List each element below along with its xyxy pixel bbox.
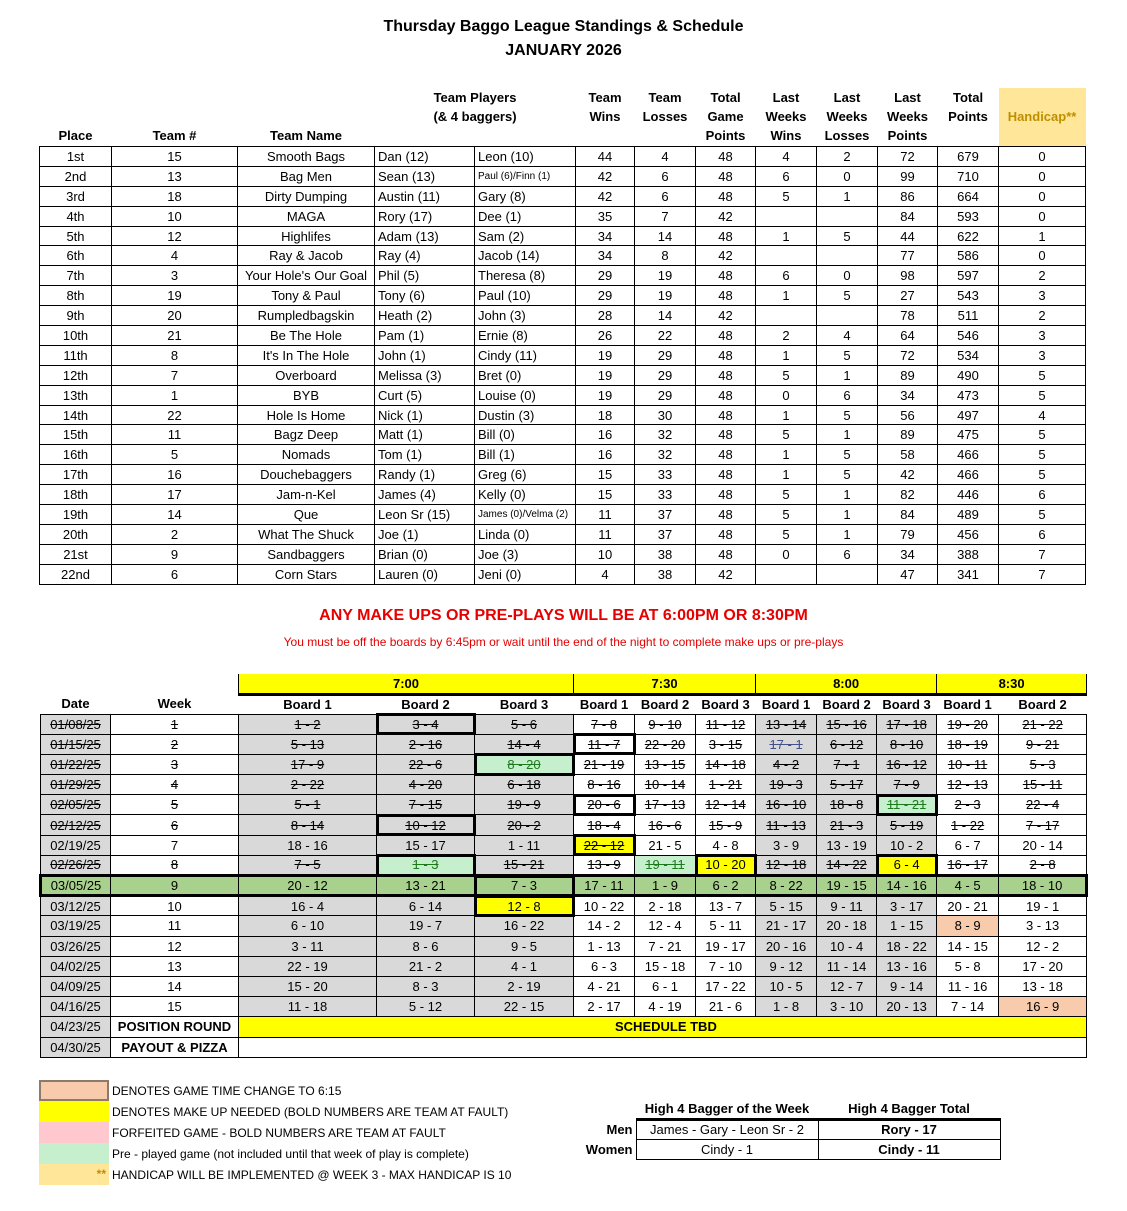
game-cell: 20 - 18 xyxy=(817,916,877,936)
game-cell: 22 - 4 xyxy=(999,795,1087,815)
standings-row: 1st 15 Smooth Bags Dan (12) Leon (10) 44 4 48 4 2 72 679 0 xyxy=(40,147,1086,167)
standings-row: 10th 21 Be The Hole Pam (1) Ernie (8) 26 22 48 2 4 64 546 3 xyxy=(40,326,1086,346)
col-board: Board 1 xyxy=(943,697,992,712)
schedule-tbd: SCHEDULE TBD xyxy=(239,1017,1087,1037)
week-cell: 8 xyxy=(111,855,239,875)
date-cell: 04/02/25 xyxy=(41,956,111,976)
date-cell: 02/19/25 xyxy=(41,835,111,855)
col-last-weeks-losses: Last Weeks Losses xyxy=(824,90,870,143)
standings-body xyxy=(40,147,1086,585)
game-cell: 14 - 18 xyxy=(696,754,756,774)
standings-row: 6th 4 Ray & Jacob Ray (4) Jacob (14) 34 8 42 77 586 0 xyxy=(40,246,1086,266)
standings-row: 11th 8 It's In The Hole John (1) Cindy (11) 19 29 48 1 5 72 534 3 xyxy=(40,345,1086,365)
standings-row: 4th 10 MAGA Rory (17) Dee (1) 35 7 42 84 593 0 xyxy=(40,206,1086,226)
game-cell: 12 - 7 xyxy=(817,976,877,996)
game-cell: 4 - 1 xyxy=(475,956,574,976)
week-cell: 1 xyxy=(111,714,239,734)
game-cell: 16 - 4 xyxy=(239,896,377,916)
game-cell: 1 - 9 xyxy=(635,876,696,896)
game-cell: 7 - 8 xyxy=(574,714,635,734)
game-cell: 18 - 8 xyxy=(817,795,877,815)
game-cell: 19 - 15 xyxy=(817,876,877,896)
game-cell: 17 - 13 xyxy=(635,795,696,815)
game-cell: 8 - 22 xyxy=(756,876,817,896)
legend-item-preplay: Pre - played game (not included until that week of play is complete) xyxy=(39,1143,511,1164)
game-cell: 13 - 18 xyxy=(999,976,1087,996)
week-cell: 15 xyxy=(111,997,239,1017)
col-week: Week xyxy=(157,696,192,712)
game-cell: 3 - 10 xyxy=(817,997,877,1017)
game-cell: 8 - 20 xyxy=(475,754,574,774)
game-cell: 19 - 9 xyxy=(475,795,574,815)
game-cell: 21 - 3 xyxy=(817,815,877,835)
game-cell: 8 - 9 xyxy=(937,916,999,936)
game-cell: 21 - 2 xyxy=(377,956,475,976)
col-board: Board 3 xyxy=(701,697,750,712)
standings-row: 8th 19 Tony & Paul Tony (6) Paul (10) 29 19 48 1 5 27 543 3 xyxy=(40,286,1086,306)
game-cell: 11 - 21 xyxy=(877,795,937,815)
game-cell: 1 - 15 xyxy=(877,916,937,936)
week-cell: 3 xyxy=(111,754,239,774)
col-high-bagger-week: High 4 Bagger of the Week xyxy=(644,1101,810,1117)
game-cell: 3 - 11 xyxy=(239,936,377,956)
swatch-peach xyxy=(39,1080,109,1101)
schedule-row xyxy=(41,734,1087,754)
standings-row: 12th 7 Overboard Melissa (3) Bret (0) 19 29 48 5 1 89 490 5 xyxy=(40,365,1086,385)
week-cell: 14 xyxy=(111,976,239,996)
game-cell: 10 - 4 xyxy=(817,936,877,956)
standings-row: 16th 5 Nomads Tom (1) Bill (1) 16 32 48 1 5 58 466 5 xyxy=(40,445,1086,465)
col-team-name: Team Name xyxy=(269,128,342,143)
game-cell: 14 - 16 xyxy=(877,876,937,896)
game-cell: 11 - 7 xyxy=(574,734,635,754)
game-cell: 5 - 8 xyxy=(937,956,999,976)
date-cell: 01/29/25 xyxy=(41,775,111,795)
game-cell: 20 - 12 xyxy=(239,876,377,896)
current-week-row xyxy=(41,876,1087,896)
week-cell: 2 xyxy=(111,734,239,754)
date-cell: 01/08/25 xyxy=(41,714,111,734)
game-cell: 15 - 16 xyxy=(817,714,877,734)
time-slot-row xyxy=(41,674,1087,694)
game-cell: 10 - 20 xyxy=(696,855,756,875)
date-cell: 03/26/25 xyxy=(41,936,111,956)
game-cell: 17 - 11 xyxy=(574,876,635,896)
col-place: Place xyxy=(58,128,93,143)
game-cell: 21 - 5 xyxy=(635,835,696,855)
game-cell: 21 - 22 xyxy=(999,714,1087,734)
swatch-pink xyxy=(39,1122,109,1143)
col-total-points: Total Points xyxy=(948,90,988,124)
week-cell: 6 xyxy=(111,815,239,835)
game-cell: 21 - 19 xyxy=(574,754,635,774)
standings-table xyxy=(39,88,1086,585)
standings-row: 3rd 18 Dirty Dumping Austin (11) Gary (8) 42 6 48 5 1 86 664 0 xyxy=(40,186,1086,206)
game-cell: 7 - 9 xyxy=(877,775,937,795)
game-cell: 19 - 11 xyxy=(635,855,696,875)
standings-row: 2nd 13 Bag Men Sean (13) Paul (6)/Finn (1) 42 6 48 6 0 99 710 0 xyxy=(40,166,1086,186)
col-board: Board 2 xyxy=(401,697,450,712)
game-cell: 6 - 18 xyxy=(475,775,574,795)
game-cell: 1 - 3 xyxy=(377,855,475,875)
game-cell: 14 - 15 xyxy=(937,936,999,956)
game-cell: 12 - 4 xyxy=(635,916,696,936)
game-cell: 14 - 4 xyxy=(475,734,574,754)
game-cell: 5 - 19 xyxy=(877,815,937,835)
game-cell: 12 - 18 xyxy=(756,855,817,875)
game-cell: 5 - 6 xyxy=(475,714,574,734)
game-cell: 11 - 14 xyxy=(817,956,877,976)
col-board: Board 2 xyxy=(1018,697,1067,712)
game-cell: 6 - 3 xyxy=(574,956,635,976)
game-cell: 3 - 9 xyxy=(756,835,817,855)
game-cell: 1 - 8 xyxy=(756,997,817,1017)
game-cell: 21 - 6 xyxy=(696,997,756,1017)
date-cell: 02/26/25 xyxy=(41,855,111,875)
game-cell: 12 - 2 xyxy=(999,936,1087,956)
game-cell: 14 - 2 xyxy=(574,916,635,936)
game-cell: 13 - 15 xyxy=(635,754,696,774)
game-cell: 4 - 21 xyxy=(574,976,635,996)
game-cell: 4 - 8 xyxy=(696,835,756,855)
game-cell: 19 - 7 xyxy=(377,916,475,936)
game-cell: 7 - 17 xyxy=(999,815,1087,835)
col-last-weeks-wins: Last Weeks Wins xyxy=(765,90,807,143)
schedule-row xyxy=(41,754,1087,774)
game-cell: 18 - 19 xyxy=(937,734,999,754)
date-cell: 04/09/25 xyxy=(41,976,111,996)
game-cell: 9 - 11 xyxy=(817,896,877,916)
game-cell: 7 - 3 xyxy=(475,876,574,896)
game-cell: 17 - 22 xyxy=(696,976,756,996)
women-total-value: Cindy - 11 xyxy=(818,1139,1000,1159)
game-cell: 22 - 6 xyxy=(377,754,475,774)
standings-row: 22nd 6 Corn Stars Lauren (0) Jeni (0) 4 38 42 47 341 7 xyxy=(40,564,1086,584)
makeup-notice: ANY MAKE UPS OR PRE-PLAYS WILL BE AT 6:00PM OR 8:30PM xyxy=(319,607,808,624)
game-cell: 18 - 16 xyxy=(239,835,377,855)
special-row: 04/23/25 POSITION ROUND SCHEDULE TBD xyxy=(41,1017,1087,1037)
game-cell: 4 - 5 xyxy=(937,876,999,896)
game-cell: 11 - 12 xyxy=(696,714,756,734)
schedule-row xyxy=(41,775,1087,795)
standings-row: 17th 16 Douchebaggers Randy (1) Greg (6) 15 33 48 1 5 42 466 5 xyxy=(40,465,1086,485)
slot-830: 8:30 xyxy=(937,674,1087,694)
col-team-losses: Team Losses xyxy=(642,90,688,124)
game-cell: 10 - 14 xyxy=(635,775,696,795)
legend-item-handicap: ** HANDICAP WILL BE IMPLEMENTED @ WEEK 3 - MAX HANDICAP IS 10 xyxy=(39,1164,511,1185)
game-cell: 20 - 14 xyxy=(999,835,1087,855)
schedule-table xyxy=(39,674,1088,1058)
game-cell: 16 - 10 xyxy=(756,795,817,815)
game-cell: 13 - 16 xyxy=(877,956,937,976)
game-cell: 16 - 17 xyxy=(937,855,999,875)
women-week-value: Cindy - 1 xyxy=(636,1139,818,1159)
game-cell: 18 - 4 xyxy=(574,815,635,835)
game-cell: 15 - 20 xyxy=(239,976,377,996)
game-cell: 20 - 6 xyxy=(574,795,635,815)
game-cell: 9 - 14 xyxy=(877,976,937,996)
game-cell: 9 - 12 xyxy=(756,956,817,976)
game-cell: 11 - 18 xyxy=(239,997,377,1017)
standings-row: 21st 9 Sandbaggers Brian (0) Joe (3) 10 38 48 0 6 34 388 7 xyxy=(40,544,1086,564)
game-cell: 9 - 10 xyxy=(635,714,696,734)
standings-row: 15th 11 Bagz Deep Matt (1) Bill (0) 16 32 48 5 1 89 475 5 xyxy=(40,425,1086,445)
game-cell: 15 - 17 xyxy=(377,835,475,855)
game-cell: 6 - 7 xyxy=(937,835,999,855)
game-cell: 6 - 1 xyxy=(635,976,696,996)
page-subtitle: JANUARY 2026 xyxy=(505,42,622,59)
game-cell: 9 - 5 xyxy=(475,936,574,956)
game-cell: 17 - 18 xyxy=(877,714,937,734)
game-cell: 19 - 20 xyxy=(937,714,999,734)
game-cell: 13 - 19 xyxy=(817,835,877,855)
game-cell: 7 - 5 xyxy=(239,855,377,875)
game-cell: 12 - 8 xyxy=(475,896,574,916)
col-team-players: Team Players (& 4 baggers) xyxy=(433,90,517,124)
game-cell: 8 - 3 xyxy=(377,976,475,996)
week-cell: 10 xyxy=(111,896,239,916)
game-cell: 22 - 15 xyxy=(475,997,574,1017)
col-board: Board 3 xyxy=(882,697,931,712)
game-cell: 20 - 16 xyxy=(756,936,817,956)
game-cell: 3 - 13 xyxy=(999,916,1087,936)
standings-row: 14th 22 Hole Is Home Nick (1) Dustin (3) 18 30 48 1 5 56 497 4 xyxy=(40,405,1086,425)
game-cell: 3 - 15 xyxy=(696,734,756,754)
legend-item-forfeit: FORFEITED GAME - BOLD NUMBERS ARE TEAM AT FAULT xyxy=(39,1122,511,1143)
date-cell: 03/05/25 xyxy=(41,876,111,896)
game-cell: 19 - 17 xyxy=(696,936,756,956)
game-cell: 11 - 16 xyxy=(937,976,999,996)
game-cell: 14 - 22 xyxy=(817,855,877,875)
week-cell: 4 xyxy=(111,775,239,795)
game-cell: 10 - 22 xyxy=(574,896,635,916)
makeup-subnotice: You must be off the boards by 6:45pm or wait until the end of the night to complete make ups or pre-plays xyxy=(283,635,844,649)
game-cell: 7 - 15 xyxy=(377,795,475,815)
game-cell: 22 - 19 xyxy=(239,956,377,976)
schedule-row xyxy=(41,896,1087,916)
schedule-row xyxy=(41,835,1087,855)
game-cell: 10 - 11 xyxy=(937,754,999,774)
game-cell: 16 - 22 xyxy=(475,916,574,936)
game-cell: 10 - 2 xyxy=(877,835,937,855)
game-cell: 12 - 13 xyxy=(937,775,999,795)
schedule-body xyxy=(41,714,1087,1057)
game-cell: 7 - 10 xyxy=(696,956,756,976)
date-cell: 02/05/25 xyxy=(41,795,111,815)
game-cell: 8 - 16 xyxy=(574,775,635,795)
game-cell: 4 - 2 xyxy=(756,754,817,774)
schedule-row xyxy=(41,997,1087,1017)
standings-row: 13th 1 BYB Curt (5) Louise (0) 19 29 48 0 6 34 473 5 xyxy=(40,385,1086,405)
game-cell: 22 - 12 xyxy=(574,835,635,855)
schedule-row xyxy=(41,916,1087,936)
game-cell: 10 - 12 xyxy=(377,815,475,835)
page-title: Thursday Baggo League Standings & Schedule xyxy=(383,18,744,35)
game-cell: 15 - 21 xyxy=(475,855,574,875)
high-bagger-table xyxy=(580,1100,1001,1160)
swatch-green xyxy=(39,1143,109,1164)
standings-header xyxy=(40,88,1086,147)
game-cell: 16 - 6 xyxy=(635,815,696,835)
game-cell: 9 - 21 xyxy=(999,734,1087,754)
game-cell: 5 - 15 xyxy=(756,896,817,916)
col-board: Board 1 xyxy=(761,697,811,712)
game-cell: 2 - 17 xyxy=(574,997,635,1017)
week-cell: 5 xyxy=(111,795,239,815)
col-handicap: Handicap** xyxy=(999,88,1086,147)
col-team-num: Team # xyxy=(152,128,197,143)
standings-row: 20th 2 What The Shuck Joe (1) Linda (0) 11 37 48 5 1 79 456 6 xyxy=(40,524,1086,544)
game-cell: 6 - 10 xyxy=(239,916,377,936)
board-header-row xyxy=(41,694,1087,714)
game-cell: 21 - 17 xyxy=(756,916,817,936)
game-cell: 1 - 13 xyxy=(574,936,635,956)
game-cell: 5 - 17 xyxy=(817,775,877,795)
game-cell: 2 - 18 xyxy=(635,896,696,916)
slot-730: 7:30 xyxy=(574,674,756,694)
col-board: Board 3 xyxy=(499,697,549,712)
date-cell: 01/15/25 xyxy=(41,734,111,754)
game-cell: 5 - 1 xyxy=(239,795,377,815)
game-cell: 6 - 12 xyxy=(817,734,877,754)
game-cell: 8 - 10 xyxy=(877,734,937,754)
standings-row: 9th 20 Rumpledbagskin Heath (2) John (3) 28 14 42 78 511 2 xyxy=(40,306,1086,326)
swatch-yellow xyxy=(39,1101,109,1122)
date-cell: 03/12/25 xyxy=(41,896,111,916)
date-cell: 04/16/25 xyxy=(41,997,111,1017)
empty-cell xyxy=(239,1037,1087,1057)
game-cell: 8 - 6 xyxy=(377,936,475,956)
slot-800: 8:00 xyxy=(756,674,937,694)
game-cell: 19 - 3 xyxy=(756,775,817,795)
game-cell: 13 - 7 xyxy=(696,896,756,916)
game-cell: 4 - 19 xyxy=(635,997,696,1017)
color-legend xyxy=(39,1080,511,1185)
col-board: Board 1 xyxy=(579,697,629,712)
game-cell: 1 - 21 xyxy=(696,775,756,795)
standings-row: 7th 3 Your Hole's Our Goal Phil (5) Theresa (8) 29 19 48 6 0 98 597 2 xyxy=(40,266,1086,286)
date-cell: 03/19/25 xyxy=(41,916,111,936)
date-cell: 02/12/25 xyxy=(41,815,111,835)
men-week-value: James - Gary - Leon Sr - 2 xyxy=(636,1119,818,1139)
schedule-row xyxy=(41,815,1087,835)
week-cell: 7 xyxy=(111,835,239,855)
week-cell: 9 xyxy=(111,876,239,896)
standings-row: 5th 12 Highlifes Adam (13) Sam (2) 34 14 48 1 5 44 622 1 xyxy=(40,226,1086,246)
game-cell: 13 - 14 xyxy=(756,714,817,734)
week-cell: 12 xyxy=(111,936,239,956)
schedule-row xyxy=(41,714,1087,734)
special-row: 04/30/25 PAYOUT & PIZZA xyxy=(41,1037,1087,1057)
schedule-row xyxy=(41,795,1087,815)
game-cell: 17 - 9 xyxy=(239,754,377,774)
game-cell: 18 - 22 xyxy=(877,936,937,956)
game-cell: 17 - 20 xyxy=(999,956,1087,976)
week-cell: 13 xyxy=(111,956,239,976)
game-cell: 16 - 12 xyxy=(877,754,937,774)
game-cell: 19 - 1 xyxy=(999,896,1087,916)
swatch-gold: ** xyxy=(39,1164,109,1185)
col-date: Date xyxy=(61,696,90,712)
game-cell: 11 - 13 xyxy=(756,815,817,835)
schedule-row xyxy=(41,976,1087,996)
standings-row: 18th 17 Jam-n-Kel James (4) Kelly (0) 15 33 48 5 1 82 446 6 xyxy=(40,485,1086,505)
game-cell: 18 - 10 xyxy=(999,876,1087,896)
game-cell: 20 - 13 xyxy=(877,997,937,1017)
game-cell: 13 - 21 xyxy=(377,876,475,896)
game-cell: 16 - 9 xyxy=(999,997,1087,1017)
game-cell: 2 - 16 xyxy=(377,734,475,754)
game-cell: 7 - 14 xyxy=(937,997,999,1017)
game-cell: 4 - 20 xyxy=(377,775,475,795)
schedule-row xyxy=(41,956,1087,976)
women-row: Women Cindy - 1 Cindy - 11 xyxy=(580,1139,1000,1159)
game-cell: 20 - 2 xyxy=(475,815,574,835)
date-cell: 01/22/25 xyxy=(41,754,111,774)
week-cell: 11 xyxy=(111,916,239,936)
game-cell: 3 - 17 xyxy=(877,896,937,916)
game-cell: 2 - 19 xyxy=(475,976,574,996)
game-cell: 6 - 4 xyxy=(877,855,937,875)
game-cell: 7 - 1 xyxy=(817,754,877,774)
legend-item-time-change: DENOTES GAME TIME CHANGE TO 6:15 xyxy=(39,1080,511,1101)
game-cell: 2 - 22 xyxy=(239,775,377,795)
col-board: Board 1 xyxy=(283,697,332,712)
col-last-weeks-points: Last Weeks Points xyxy=(887,90,928,143)
game-cell: 22 - 20 xyxy=(635,734,696,754)
col-high-bagger-total: High 4 Bagger Total xyxy=(848,1101,970,1117)
game-cell: 5 - 13 xyxy=(239,734,377,754)
game-cell: 12 - 14 xyxy=(696,795,756,815)
game-cell: 1 - 2 xyxy=(239,714,377,734)
game-cell: 1 - 11 xyxy=(475,835,574,855)
game-cell: 5 - 11 xyxy=(696,916,756,936)
schedule-row xyxy=(41,936,1087,956)
game-cell: 2 - 3 xyxy=(937,795,999,815)
game-cell: 15 - 18 xyxy=(635,956,696,976)
game-cell: 10 - 5 xyxy=(756,976,817,996)
game-cell: 5 - 3 xyxy=(999,754,1087,774)
col-board: Board 2 xyxy=(640,697,690,712)
legend-item-makeup: DENOTES MAKE UP NEEDED (BOLD NUMBERS ARE TEAM AT FAULT) xyxy=(39,1101,511,1122)
game-cell: 20 - 21 xyxy=(937,896,999,916)
game-cell: 15 - 11 xyxy=(999,775,1087,795)
game-cell: 5 - 12 xyxy=(377,997,475,1017)
game-cell: 6 - 14 xyxy=(377,896,475,916)
game-cell: 15 - 9 xyxy=(696,815,756,835)
game-cell: 17 - 1 xyxy=(756,734,817,754)
standings-row: 19th 14 Que Leon Sr (15) James (0)/Velma (2) 11 37 48 5 1 84 489 5 xyxy=(40,505,1086,525)
game-cell: 7 - 21 xyxy=(635,936,696,956)
men-row: Men James - Gary - Leon Sr - 2 Rory - 17 xyxy=(580,1119,1000,1139)
game-cell: 1 - 22 xyxy=(937,815,999,835)
col-board: Board 2 xyxy=(822,697,871,712)
slot-700: 7:00 xyxy=(239,674,574,694)
game-cell: 13 - 9 xyxy=(574,855,635,875)
men-total-value: Rory - 17 xyxy=(818,1119,1000,1139)
game-cell: 3 - 4 xyxy=(377,714,475,734)
game-cell: 6 - 2 xyxy=(696,876,756,896)
game-cell: 8 - 14 xyxy=(239,815,377,835)
game-cell: 2 - 8 xyxy=(999,855,1087,875)
schedule-row xyxy=(41,855,1087,875)
col-total-game-points: Total Game Points xyxy=(705,90,746,143)
col-team-wins: Team Wins xyxy=(588,90,622,124)
